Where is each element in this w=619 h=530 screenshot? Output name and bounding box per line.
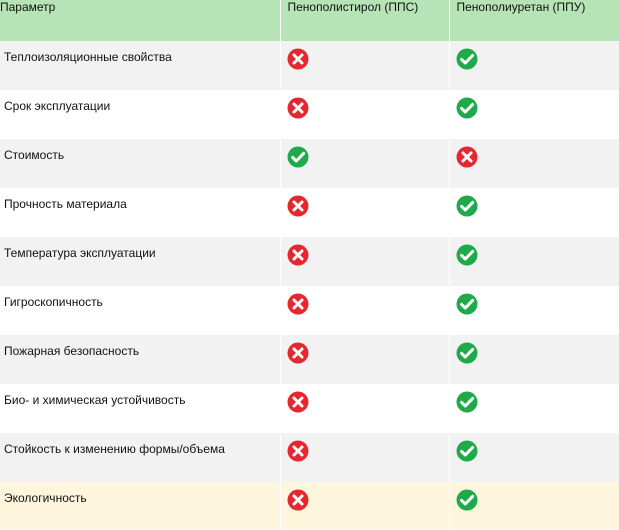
row-label: Пожарная безопасность	[0, 335, 280, 384]
row-pps-cell	[280, 90, 449, 139]
table-row	[0, 237, 619, 286]
check-icon	[456, 293, 478, 315]
row-pps-cell	[280, 384, 449, 433]
cross-icon	[456, 146, 478, 168]
row-pps-cell	[280, 237, 449, 286]
cross-icon	[287, 391, 309, 413]
row-label: Гигроскопичность	[0, 286, 280, 335]
row-ppu-cell	[449, 335, 619, 384]
row-label: Прочность материала	[0, 188, 280, 237]
header-param: Параметр	[0, 0, 280, 41]
row-label: Теплоизоляционные свойства	[0, 41, 280, 90]
row-ppu-cell	[449, 433, 619, 482]
row-label: Срок эксплуатации	[0, 90, 280, 139]
cross-icon	[287, 342, 309, 364]
row-ppu-cell	[449, 237, 619, 286]
cross-icon	[287, 293, 309, 315]
table-row	[0, 482, 619, 529]
row-ppu-cell	[449, 384, 619, 433]
table-row	[0, 188, 619, 237]
cross-icon	[287, 97, 309, 119]
check-icon	[456, 97, 478, 119]
row-ppu-cell	[449, 188, 619, 237]
table-row	[0, 90, 619, 139]
row-ppu-cell	[449, 482, 619, 529]
check-icon	[456, 48, 478, 70]
row-ppu-cell	[449, 41, 619, 90]
row-label: Стойкость к изменению формы/объема	[0, 433, 280, 482]
header-ppu: Пенополиуретан (ППУ)	[449, 0, 619, 41]
row-label: Экологичность	[0, 482, 280, 529]
check-icon	[456, 195, 478, 217]
row-ppu-cell	[449, 139, 619, 188]
check-icon	[456, 342, 478, 364]
row-pps-cell	[280, 482, 449, 529]
check-icon	[456, 440, 478, 462]
row-ppu-cell	[449, 286, 619, 335]
check-icon	[456, 489, 478, 511]
table-row	[0, 335, 619, 384]
cross-icon	[287, 48, 309, 70]
check-icon	[456, 391, 478, 413]
row-ppu-cell	[449, 90, 619, 139]
header-pps: Пенополистирол (ППС)	[280, 0, 449, 41]
check-icon	[287, 146, 309, 168]
cross-icon	[287, 440, 309, 462]
row-pps-cell	[280, 139, 449, 188]
cross-icon	[287, 489, 309, 511]
row-label: Стоимость	[0, 139, 280, 188]
row-label: Био- и химическая устойчивость	[0, 384, 280, 433]
cross-icon	[287, 244, 309, 266]
cross-icon	[287, 195, 309, 217]
table-row	[0, 41, 619, 90]
row-pps-cell	[280, 335, 449, 384]
table-header-row	[0, 0, 619, 41]
table-row	[0, 286, 619, 335]
row-pps-cell	[280, 286, 449, 335]
row-pps-cell	[280, 433, 449, 482]
row-pps-cell	[280, 41, 449, 90]
table-row	[0, 384, 619, 433]
table-row	[0, 433, 619, 482]
table-row	[0, 139, 619, 188]
row-label: Температура эксплуатации	[0, 237, 280, 286]
check-icon	[456, 244, 478, 266]
row-pps-cell	[280, 188, 449, 237]
